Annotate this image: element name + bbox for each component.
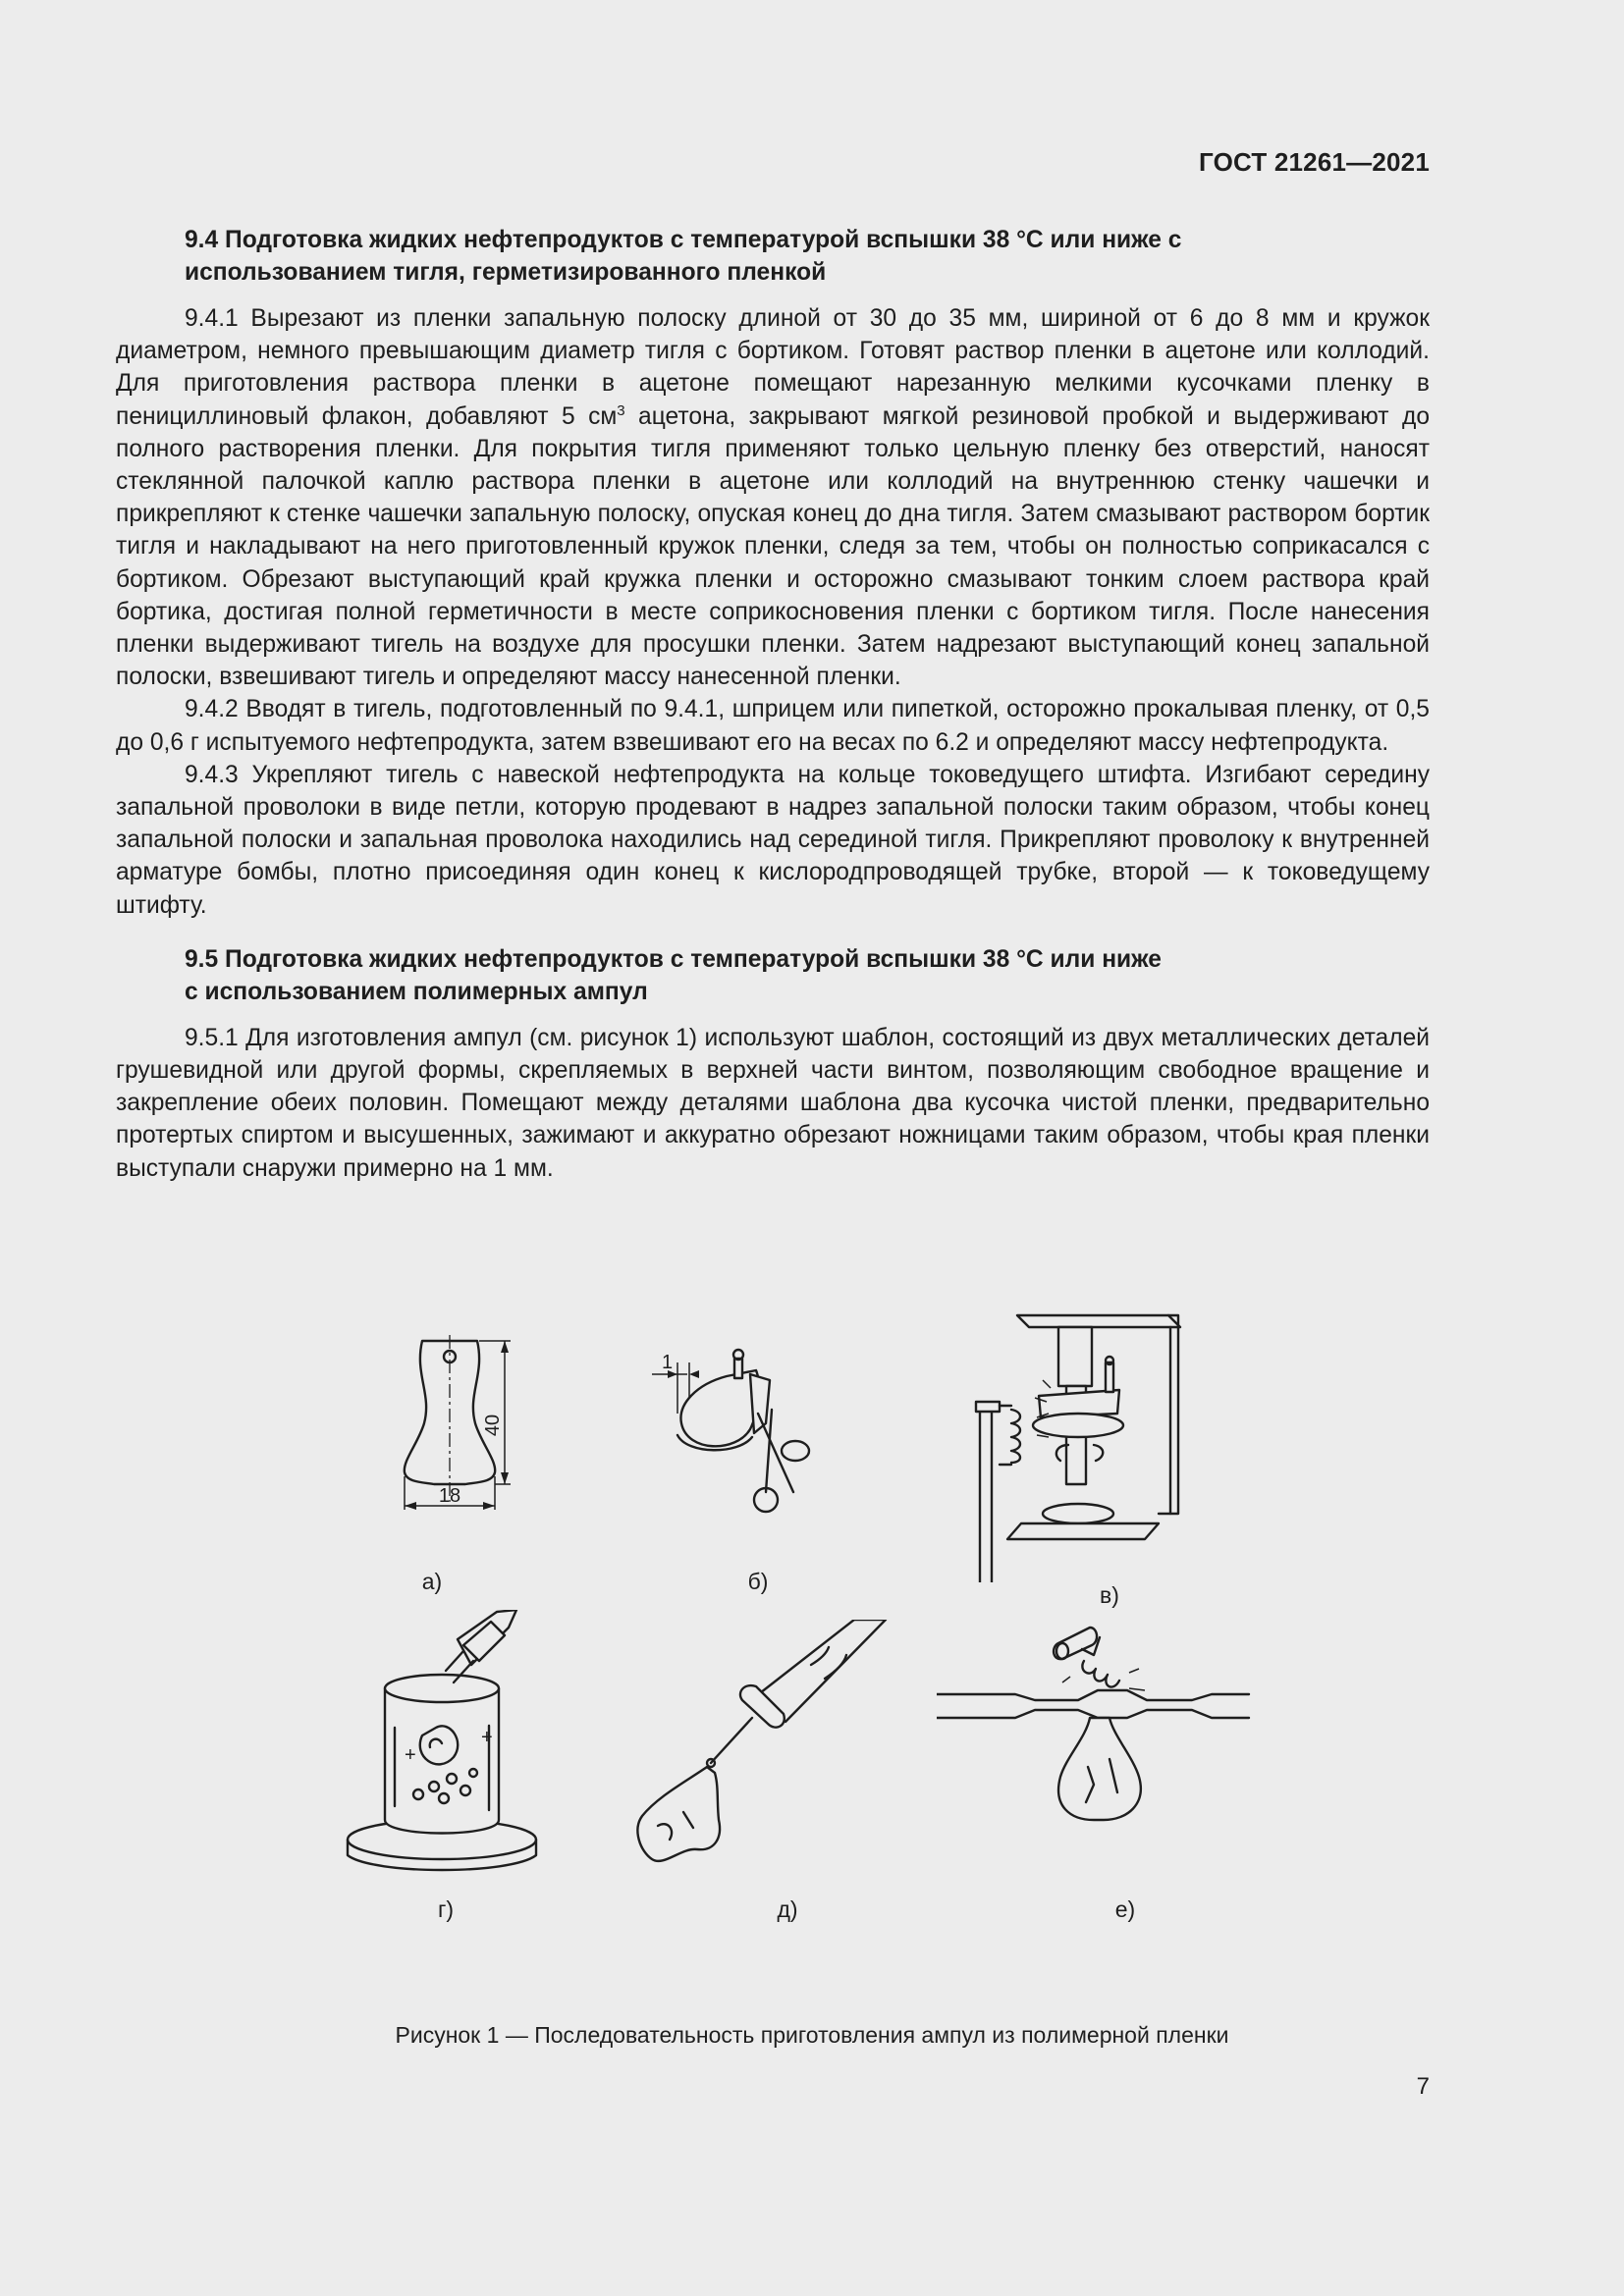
beaker-dipping-drawing: [344, 1610, 540, 1895]
plus-mark: +: [405, 1744, 416, 1766]
heading-line: 9.4 Подготовка жидких нефтепродуктов с температурой вспышки 38 °С или ниже с: [185, 227, 1182, 253]
panel-label-g: г): [437, 1896, 455, 1922]
welding-press-drawing: [952, 1308, 1237, 1582]
main-text: [116, 224, 1430, 1185]
scissors-cutting-drawing: [648, 1345, 825, 1531]
paragraph-text: ацетона, закрывают мягкой резиновой пробкой и выдерживают до полного растворения пленки. Для покрытия тигля применяют только цельную пленку без отверстий, наносят стеклянной палочкой каплю раствора пленки в ацетоне или коллодий на внутреннюю стенку чашечки и прикрепляют к стенке чашечки запальную полоску, опуская конец до дна тигля. Затем смазывают раствором бортик тигля и накладывают на него приготовленный кружок пленки, следя за тем, чтобы он полностью соприкасался с бортиком. Обрезают выступающий край кружка пленки и осторожно смазывают тонким слоем раствора край бортика, достигая полной герметичности в месте соприкосновения пленки с бортиком тигля. После нанесения пленки выдерживают тигель на воздухе для просушки пленки. Затем надрезают выступающий конец запальной полоски, взвешивают тигель и определяют массу нанесенной пленки.: [116, 402, 1430, 691]
panel-label-d: д): [777, 1896, 798, 1922]
dimension-offset: 1: [662, 1352, 674, 1373]
paragraph-9-4-1: [116, 302, 1430, 693]
paragraph-9-4-3: 9.4.3 Укрепляют тигель с навеской нефтепродукта на кольце токоведущего штифта. Изгибают середину запальной проволоки в виде петли, которую продевают в надрез запальной полоски таким образом, чтобы конец запальной полоски и запальная проволока находились над серединой тигля. Прикрепляют проволоку к внутренней арматуре бомбы, плотно присоединяя один конец к кислородпроводящей трубке, второй — к токоведущему штифту.: [116, 761, 1430, 919]
section-heading-9-4: [116, 224, 1430, 289]
document-code: ГОСТ 21261—2021: [1199, 147, 1430, 177]
paragraph-9-5-1: 9.5.1 Для изготовления ампул (см. рисунок 1) используют шаблон, состоящий из двух металлических деталей грушевидной или другой формы, скрепляемых в верхней части винтом, позволяющим свободное вращение и закрепление обеих половин. Помещают между деталями шаблона два кусочка чистой пленки, предварительно протертых спиртом и высушенных, зажимают и аккуратно обрезают ножницами таким образом, чтобы края пленки выступали снаружи примерно на 1 мм.: [116, 1024, 1430, 1182]
panel-label-a: а): [421, 1569, 443, 1594]
figure-1: [324, 1296, 1267, 1944]
syringe-filling-drawing: [628, 1620, 893, 1885]
ampoule-sealing-drawing: [937, 1620, 1251, 1875]
panel-label-v: в): [1100, 1582, 1119, 1608]
dimension-height: 40: [482, 1414, 504, 1437]
panel-label-e: е): [1114, 1896, 1136, 1922]
template-drawing: [373, 1335, 530, 1512]
section-heading-9-5: [116, 943, 1430, 1008]
dimension-width: 18: [438, 1485, 461, 1507]
superscript: 3: [617, 401, 625, 419]
panel-label-b: б): [747, 1569, 769, 1594]
plus-mark: +: [481, 1727, 493, 1748]
page-number: 7: [1416, 2073, 1430, 2100]
heading-line: использованием тигля, герметизированного пленкой: [185, 259, 827, 286]
paragraph-text: 9.4.1 Вырезают из пленки запальную полоску длиной от 30 до 35 мм, шириной от 6 до 8 мм и кружок диаметром, немного превышающим диаметр тигля с бортиком. Готовят раствор пленки в ацетоне или коллодий. Для приготовления раствора пленки в ацетоне помещают нарезанную мелкими кусочками пленку в пенициллиновый флакон, добавляют 5 см: [116, 305, 1430, 430]
heading-line: 9.5 Подготовка жидких нефтепродуктов с температурой вспышки 38 °С или ниже: [185, 945, 1162, 973]
paragraph-9-4-2: 9.4.2 Вводят в тигель, подготовленный по 9.4.1, шприцем или пипеткой, осторожно прокалывая пленку, от 0,5 до 0,6 г испытуемого нефтепродукта, затем взвешивают его на весах по 6.2 и определяют массу нефтепродукта.: [116, 696, 1430, 756]
heading-line: с использованием полимерных ампул: [185, 978, 648, 1005]
figure-caption: Рисунок 1 — Последовательность приготовления ампул из полимерной пленки: [395, 2022, 1229, 2048]
